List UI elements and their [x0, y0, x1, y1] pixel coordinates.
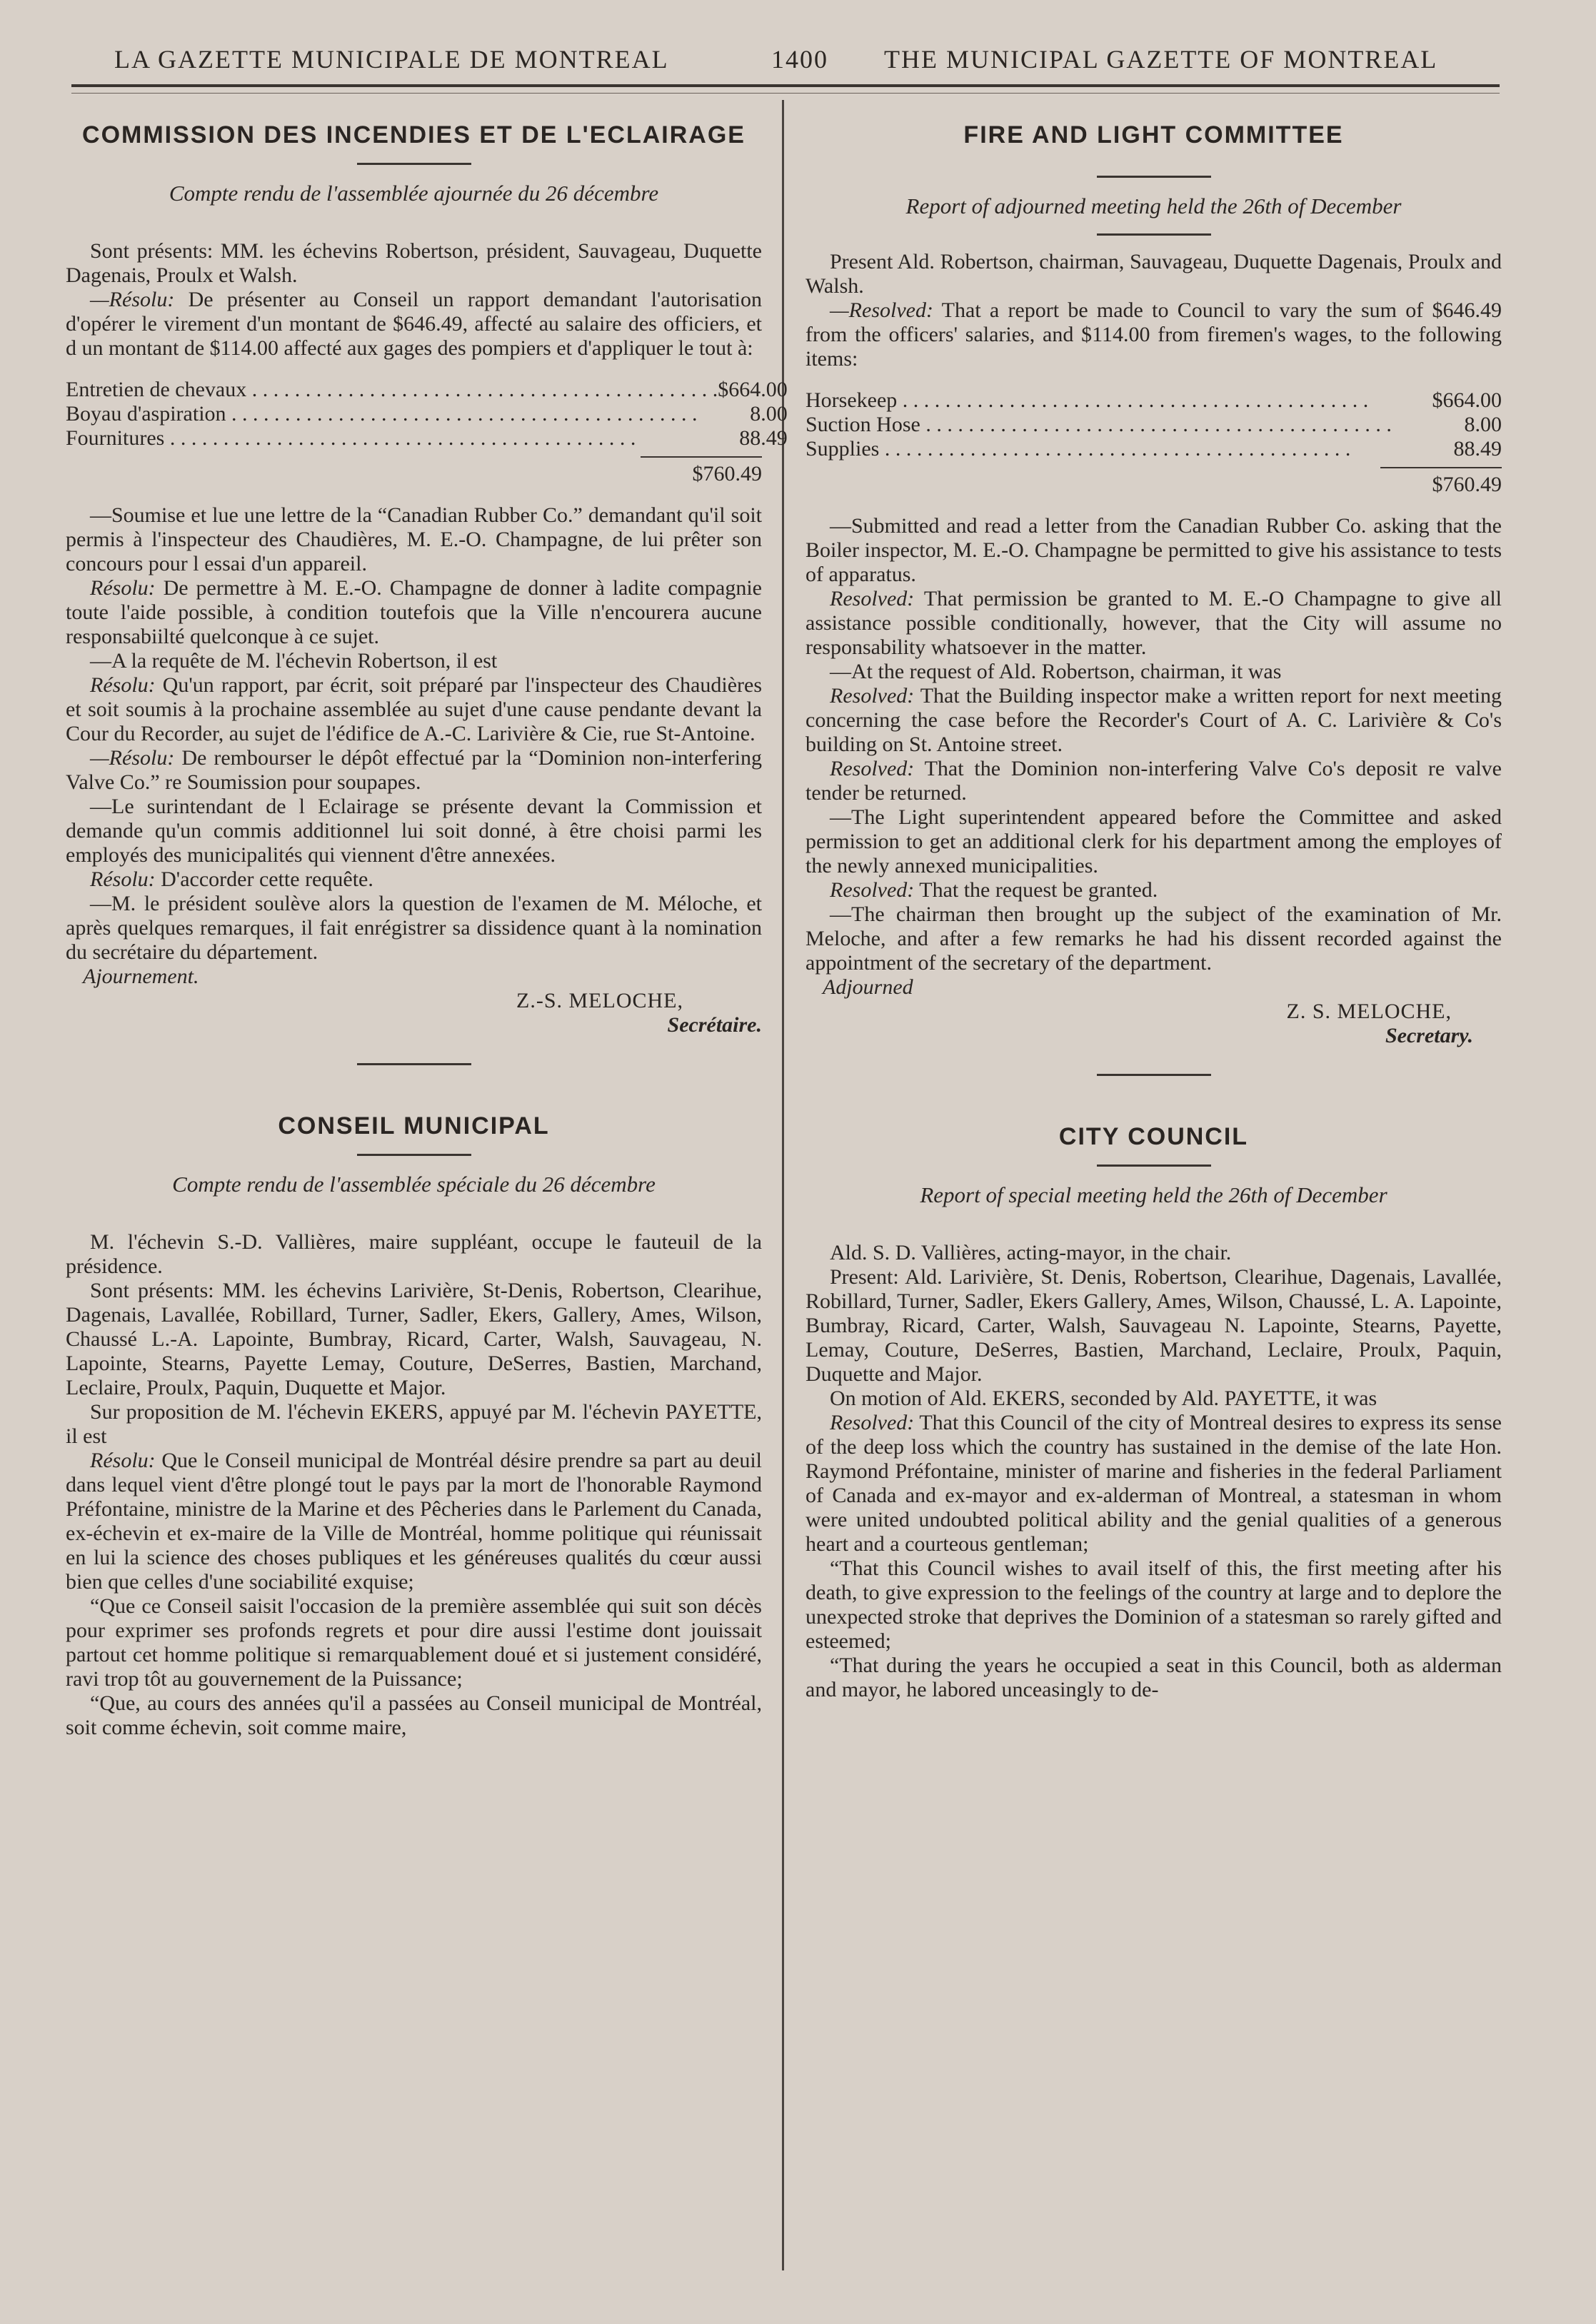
adjournment: Ajournement.	[83, 965, 199, 988]
total-amount: $760.49	[1432, 473, 1502, 496]
paragraph: “Que ce Conseil saisit l'occasion de la première assemblée qui suit son décès pour exprimer ses profonds regrets et pour dire aussi l'estime dont jouissait partout cet homme politique si remarquablement doué et si justement considéré, ravi trop tôt au gouvernement de la Puissance;	[66, 1594, 762, 1691]
paragraph: —The Light superintendent appeared before the Committee and asked permission to get an additional clerk for his department among the employes of the newly annexed municipalities.	[805, 805, 1502, 877]
paragraph-text: That the request be granted.	[919, 878, 1158, 902]
item-label: Fournitures . . .	[66, 426, 718, 451]
signature-role: Secrétaire.	[667, 1013, 762, 1037]
section-subtitle: Report of adjourned meeting held the 26th of December	[905, 193, 1402, 218]
table-row	[805, 413, 1502, 437]
paragraph-text: Que le Conseil municipal de Montréal désire prendre sa part au deuil dans lequel vient d'être plongé tout le pays par la mort de l'honorable Raymond Préfontaine, ministre de la Marine et des Pêcheries dans le Parlement du Canada, ex-échevin et ex-maire de la Ville de Montréal, homme politique qui réunissait en lui la science des choses publiques et les généreuses qualités du cœur aussi bien que celles d'une sociabilité exquise;	[66, 1449, 762, 1594]
paragraph: Sur proposition de M. l'échevin EKERS, appuyé par M. l'échevin PAYETTE, il est	[66, 1400, 762, 1448]
paragraph: Ald. S. D. Vallières, acting-mayor, in the chair.	[830, 1241, 1232, 1264]
section-subtitle: Compte rendu de l'assemblée spéciale du 26 décembre	[172, 1172, 656, 1197]
item-amount: 8.00	[1464, 413, 1502, 436]
section-divider	[1097, 1074, 1211, 1076]
item-label: Supplies . . .	[805, 437, 1409, 461]
section-title-city-council-fr: CONSEIL MUNICIPAL	[278, 1112, 550, 1140]
paragraph-text: That the Dominion non-interfering Valve Co's deposit re valve tender be returned.	[805, 757, 1502, 805]
resolution-lead: —Résolu:	[90, 746, 175, 770]
paragraph: M. l'échevin S.-D. Vallières, maire suppléant, occupe le fauteuil de la présidence.	[66, 1230, 762, 1278]
paragraph: —Soumise et lue une lettre de la “Canadian Rubber Co.” demandant qu'il soit permis à l'inspecteur des Chaudières, M. E.-O. Champagne, de lui prêter son concours pour l essai d'un appareil.	[66, 503, 762, 575]
section-divider	[1097, 176, 1211, 178]
resolution-lead: Resolved:	[830, 878, 915, 902]
paragraph: Present: Ald. Larivière, St. Denis, Robertson, Clearihue, Dagenais, Lavallée, Robillard, Turner, Sadler, Ekers Gallery, Ames, Wilson, Chaussé, L. A. Lapointe, Bumbray, Ricard, Carter, Walsh, Sauvageau N. Lapointe, Stearns, Payette, Lemay, Couture, DeSerres, Bastien, Marchand, Leclaire, Proulx, Paquin, Duquette and Major.	[805, 1265, 1502, 1386]
item-label: Horsekeep . . .	[805, 388, 1409, 413]
paragraph-text: That this Council of the city of Montreal desires to express its sense of the deep loss which the country has sustained in the demise of the late Hon. Raymond Préfontaine, minister of marine and fisheries in the federal Parliament of Canada and ex-mayor and ex-alderman of Montreal, a statesman in whom were united undoubted political ability and the genial qualities of a generous heart and a courteous gentleman;	[805, 1411, 1502, 1556]
resolution-lead: Résolu:	[90, 867, 156, 891]
paragraph: “Que, au cours des années qu'il a passées au Conseil municipal de Montréal, soit comme échevin, soit comme maire,	[66, 1691, 762, 1739]
item-amount: 88.49	[1453, 437, 1502, 461]
resolution-lead: Resolved:	[830, 587, 915, 610]
paragraph: Sont présents: MM. les échevins Robertson, président, Sauvageau, Duquette Dagenais, Proulx et Walsh.	[66, 239, 762, 287]
allocation-table	[66, 378, 788, 451]
table-row	[805, 388, 1502, 413]
section-divider	[357, 163, 471, 165]
item-label: Entretien de chevaux . . .	[66, 378, 718, 402]
header-english-title: THE MUNICIPAL GAZETTE OF MONTREAL	[884, 45, 1438, 74]
item-label: Suction Hose . . .	[805, 413, 1409, 437]
paragraph	[66, 867, 762, 892]
section-divider	[357, 1154, 471, 1156]
table-row	[66, 378, 788, 402]
english-column	[805, 107, 1502, 1702]
paragraph	[805, 684, 1502, 757]
paragraph: —Submitted and read a letter from the Canadian Rubber Co. asking that the Boiler inspector, M. E.-O. Champagne be permitted to give his assistance to tests of apparatus.	[805, 514, 1502, 586]
paragraph-text: De permettre à M. E.-O. Champagne de donner à ladite compagnie toute l'aide possible, à condition toutefois que la Ville n'encourera aucune responsabiilté quelconque à ce sujet.	[66, 576, 762, 648]
paragraph: —Le surintendant de l Eclairage se présente devant la Commission et demande qu'un commis additionnel lui soit donné, à être choisi parmi les employés des municipalités qui viennent d'être annexées.	[66, 795, 762, 867]
paragraph-text: De présenter au Conseil un rapport demandant l'autorisation d'opérer le virement d'un montant de $646.49, affecté au salaire des officiers, et d un montant de $114.00 affecté aux gages des pompiers et d'appliquer le tout à:	[66, 288, 763, 360]
paragraph-text: De rembourser le dépôt effectué par la “Dominion non-interfering Valve Co.” re Soumission pour soupapes.	[66, 746, 763, 794]
header-rule-thin	[71, 93, 1500, 94]
section-subtitle: Compte rendu de l'assemblée ajournée du 26 décembre	[169, 181, 659, 206]
paragraph	[66, 576, 762, 649]
paragraph	[805, 587, 1502, 660]
paragraph: —The chairman then brought up the subject of the examination of Mr. Meloche, and after a few remarks he had his dissent recorded against the appointment of the secretary of the department.	[805, 902, 1502, 975]
resolution-lead: Resolved:	[830, 684, 915, 708]
header-french-title: LA GAZETTE MUNICIPALE DE MONTREAL	[114, 45, 669, 74]
french-column	[66, 107, 788, 1740]
resolution-lead: Résolu:	[90, 576, 156, 600]
paragraph: “That this Council wishes to avail itself of this, the first meeting after his death, to give expression to the feelings of the country at large and to deplore the unexpected stroke that deprives the Dominion of a statesman so rarely gifted and esteemed;	[805, 1556, 1502, 1653]
total-amount: $760.49	[692, 462, 762, 486]
paragraph	[805, 1411, 1502, 1556]
header-rule	[71, 84, 1500, 87]
paragraph: “That during the years he occupied a seat in this Council, both as alderman and mayor, he labored unceasingly to de-	[805, 1654, 1502, 1701]
paragraph: Sont présents: MM. les échevins Larivière, St-Denis, Robertson, Clearihue, Dagenais, Lavallée, Robillard, Turner, Sadler, Ekers, Gallery, Ames, Wilson, Chaussé L.-A. Lapointe, Bumbray, Ricard, Carter, Walsh, Sauvageau, N. Lapointe, Stearns, Payette Lemay, Couture, DeSerres, Bastien, Marchand, Leclaire, Proulx, Paquin, Duquette et Major.	[66, 1279, 762, 1399]
section-title-fire-committee-en: FIRE AND LIGHT COMMITTEE	[963, 121, 1344, 149]
section-title-city-council-en: CITY COUNCIL	[1058, 1123, 1249, 1150]
paragraph: On motion of Ald. EKERS, seconded by Ald. PAYETTE, it was	[830, 1387, 1377, 1410]
paragraph-text: That a report be made to Council to vary the sum of $646.49 from the officers' salaries, and $114.00 from firemen's wages, to the following items:	[805, 298, 1502, 371]
table-row	[66, 402, 788, 426]
allocation-table	[805, 388, 1502, 461]
paragraph	[805, 878, 1502, 902]
section-title-fire-commission-fr: COMMISSION DES INCENDIES ET DE L'ECLAIRAGE	[82, 121, 746, 149]
resolution-lead: —Résolu:	[90, 288, 175, 311]
paragraph-text: That the Building inspector make a written report for next meeting concerning the case before the Recorder's Court of A. C. Larivière & Co's building on St. Antoine street.	[805, 684, 1502, 756]
item-label: Boyau d'aspiration . . .	[66, 402, 718, 426]
page-number: 1400	[771, 45, 828, 74]
section-subtitle: Report of special meeting held the 26th of December	[920, 1182, 1387, 1207]
item-amount: 8.00	[750, 402, 788, 426]
resolution-lead: Résolu:	[90, 1449, 156, 1472]
paragraph-text: That permission be granted to M. E.-O Champagne to give all assistance possible conditionally, however, that the City will assume no responsability whatsoever in the matter.	[805, 587, 1502, 659]
section-divider	[1097, 1164, 1211, 1167]
item-amount: 88.49	[739, 426, 788, 450]
paragraph-text: D'accorder cette requête.	[161, 867, 373, 891]
section-divider	[357, 1063, 471, 1065]
paragraph: —M. le président soulève alors la question de l'examen de M. Méloche, et après quelques remarques, il fait enrégistrer sa dissidence quant à la nomination du secrétaire du département.	[66, 892, 762, 964]
total-rule	[641, 456, 762, 458]
item-amount: $664.00	[1432, 388, 1502, 412]
paragraph	[805, 757, 1502, 805]
total-rule	[1380, 467, 1502, 468]
paragraph: —At the request of Ald. Robertson, chairman, it was	[830, 660, 1282, 683]
paragraph: Present Ald. Robertson, chairman, Sauvageau, Duquette Dagenais, Proulx and Walsh.	[805, 250, 1502, 298]
paragraph	[805, 298, 1502, 371]
adjournment: Adjourned	[823, 975, 913, 999]
resolution-lead: Resolved:	[830, 757, 915, 780]
paragraph	[66, 673, 762, 746]
paragraph	[66, 1449, 762, 1594]
paragraph	[66, 746, 762, 795]
paragraph	[66, 288, 762, 361]
signature-name: Z.-S. MELOCHE,	[516, 989, 683, 1012]
table-row	[805, 437, 1502, 461]
resolution-lead: Resolved:	[830, 1411, 915, 1434]
paragraph: —A la requête de M. l'échevin Robertson, il est	[90, 649, 498, 673]
section-divider	[1097, 233, 1211, 236]
signature-role: Secretary.	[1385, 1024, 1473, 1047]
resolution-lead: Résolu:	[90, 673, 156, 697]
table-row	[66, 426, 788, 451]
paragraph-text: Qu'un rapport, par écrit, soit préparé par l'inspecteur des Chaudières et soit soumis à la prochaine assemblée au sujet d'une cause pendante devant la Cour du Recorder, au sujet de l'édifice de A.-C. Larivière & Cie, rue St-Antoine.	[66, 673, 763, 745]
resolution-lead: —Resolved:	[830, 298, 933, 322]
signature-name: Z. S. MELOCHE,	[1286, 1000, 1452, 1023]
item-amount: $664.00	[718, 378, 788, 401]
